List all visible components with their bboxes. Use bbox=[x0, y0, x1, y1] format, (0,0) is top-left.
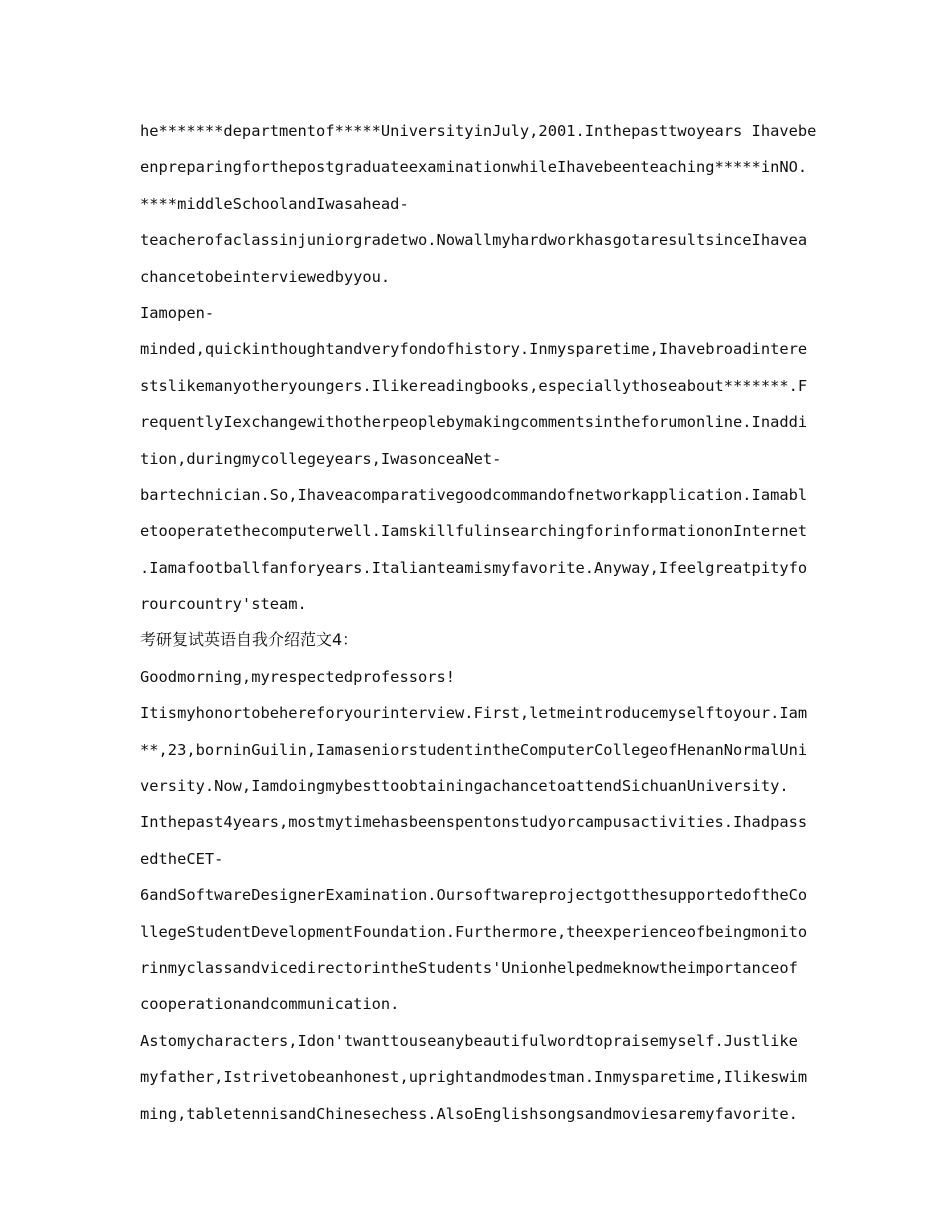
text-line: Goodmorning,myrespectedprofessors! bbox=[140, 667, 456, 686]
text-line: **,23,borninGuilin,IamaseniorstudentintheComputerCollegeofHenanNormalUni bbox=[140, 740, 808, 759]
text-line: etooperatethecomputerwell.IamskillfulinsearchingforinformationonInternet bbox=[140, 522, 808, 541]
text-line: he*******departmentof*****UniversityinJuly,2001.Inthepasttwoyears Ihavebe bbox=[140, 122, 817, 140]
text-line: 6andSoftwareDesignerExamination.OursoftwareprojectgotthesupportedoftheCo bbox=[140, 886, 808, 905]
text-line: enpreparingforthepostgraduateexaminationwhileIhavebeenteaching*****inNO. bbox=[140, 158, 808, 177]
text-line: teacherofaclassinjuniorgradetwo.NowallmyhardworkhasgotaresultsinceIhavea bbox=[140, 231, 808, 250]
text-line: versity.Now,IamdoingmybesttoobtainingachancetoattendSichuanUniversity. bbox=[140, 777, 789, 796]
text-line: minded,quickinthoughtandveryfondofhistory.Inmysparetime,Ihavebroadintere bbox=[140, 340, 808, 359]
text-line: chancetobeinterviewedbyyou. bbox=[140, 267, 391, 286]
section-heading: 考研复试英语自我介绍范文4： bbox=[140, 630, 359, 650]
text-line: llegeStudentDevelopmentFoundation.Furthermore,theexperienceofbeingmonito bbox=[140, 922, 808, 941]
text-line: rinmyclassandvicedirectorintheStudents'Unionhelpedmeknowtheimportanceof bbox=[140, 958, 798, 977]
text-line: .Iamafootballfanforyears.Italianteamismyfavorite.Anyway,Ifeelgreatpityfo bbox=[140, 558, 808, 577]
text-line: Itismyhonortobehereforyourinterview.First,letmeintroducemyselftoyour.Iam bbox=[140, 704, 808, 723]
text-line: Astomycharacters,Idon'twanttouseanybeautifulwordtopraisemyself.Justlike bbox=[140, 1031, 798, 1050]
text-line: rourcountry'steam. bbox=[140, 595, 307, 614]
text-line: edtheCET- bbox=[140, 849, 224, 868]
text-line: ****middleSchoolandIwasahead- bbox=[140, 194, 409, 213]
text-line: ming,tabletennisandChinesechess.AlsoEnglishsongsandmoviesaremyfavorite. bbox=[140, 1104, 798, 1123]
text-line: requentlyIexchangewithotherpeoplebymakingcommentsintheforumonline.Inaddi bbox=[140, 413, 808, 432]
text-line: Inthepast4years,mostmytimehasbeenspentonstudyorcampusactivities.Ihadpass bbox=[140, 813, 808, 832]
text-line: myfather,Istrivetobeanhonest,uprightandmodestman.Inmysparetime,Ilikeswim bbox=[140, 1068, 808, 1087]
text-line: cooperationandcommunication. bbox=[140, 995, 400, 1014]
text-line: bartechnician.So,Ihaveacomparativegoodcommandofnetworkapplication.Iamabl bbox=[140, 485, 808, 504]
text-line: tion,duringmycollegeyears,IwasonceaNet- bbox=[140, 449, 502, 468]
text-line: stslikemanyotheryoungers.Ilikereadingbooks,especiallythoseabout*******.F bbox=[140, 376, 808, 395]
document-body bbox=[140, 113, 820, 1132]
text-line: Iamopen- bbox=[140, 303, 215, 322]
